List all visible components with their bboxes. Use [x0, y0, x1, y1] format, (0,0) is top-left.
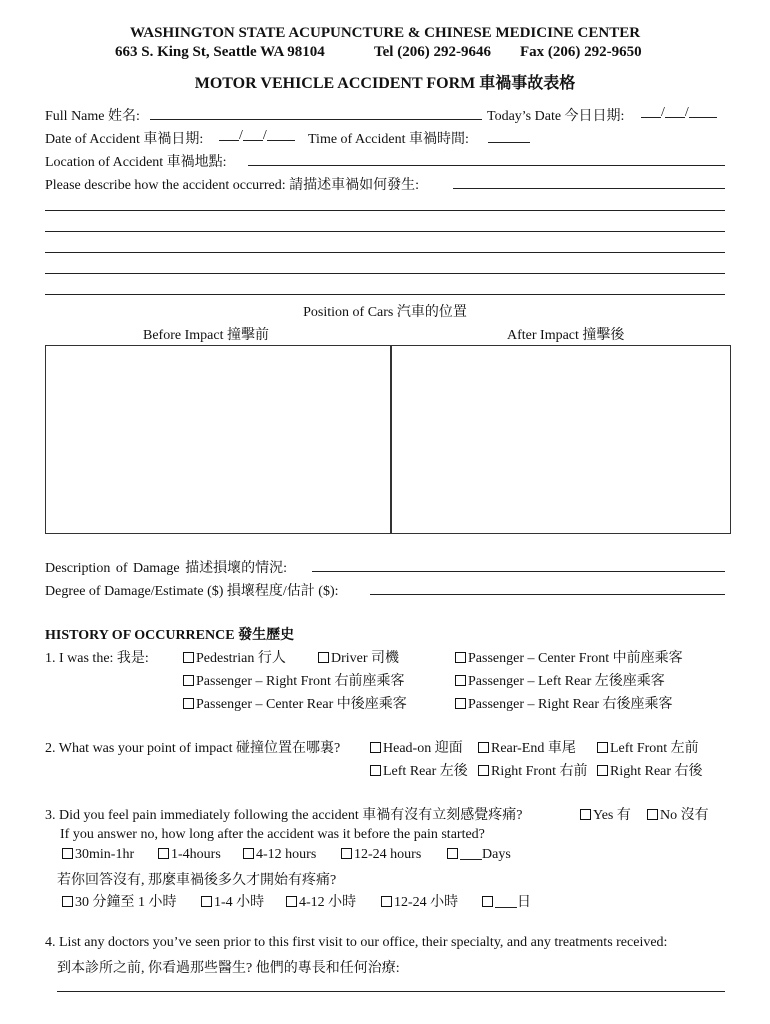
- days-blank[interactable]: [460, 847, 482, 860]
- q2-option-right-rear[interactable]: Right Rear 右後: [597, 760, 703, 780]
- q1-option-driver[interactable]: Driver 司機: [318, 647, 399, 667]
- todays-date-label: Today’s Date 今日日期:: [487, 109, 625, 124]
- q2-option-right-front[interactable]: Right Front 右前: [478, 760, 587, 780]
- q2-option-left-rear[interactable]: Left Rear 左後: [370, 760, 468, 780]
- describe-line[interactable]: [45, 252, 725, 253]
- describe-line[interactable]: [45, 231, 725, 232]
- q1-option-passenger-right-front[interactable]: Passenger – Right Front 右前座乘客: [183, 670, 404, 690]
- telephone: Tel (206) 292-9646: [374, 44, 491, 60]
- date-of-accident-field[interactable]: / /: [219, 128, 295, 144]
- date-of-accident-label: Date of Accident 車禍日期:: [45, 132, 204, 147]
- q2-option-rear-end[interactable]: Rear-End 車尾: [478, 737, 576, 757]
- checkbox-icon[interactable]: [62, 896, 73, 907]
- q3-zh-option-30min[interactable]: 30 分鐘至 1 小時: [62, 891, 177, 911]
- checkbox-icon[interactable]: [455, 652, 466, 663]
- describe-line[interactable]: [45, 273, 725, 274]
- checkbox-icon[interactable]: [597, 742, 608, 753]
- checkbox-icon[interactable]: [381, 896, 392, 907]
- checkbox-icon[interactable]: [455, 675, 466, 686]
- checkbox-icon[interactable]: [370, 742, 381, 753]
- days-blank[interactable]: [495, 895, 517, 908]
- q1-option-passenger-center-rear[interactable]: Passenger – Center Rear 中後座乘客: [183, 693, 407, 713]
- q1-label: 1. I was the: 我是:: [45, 651, 149, 666]
- damage-description-field[interactable]: [312, 571, 725, 572]
- q1-option-pedestrian[interactable]: Pedestrian 行人: [183, 647, 286, 667]
- checkbox-icon[interactable]: [286, 896, 297, 907]
- describe-field[interactable]: [453, 188, 725, 189]
- q4-label-en: 4. List any doctors you’ve seen prior to this first visit to our office, their specialty, and any treatments received:: [45, 935, 668, 950]
- q3-followup-en: If you answer no, how long after the accident was it before the pain started?: [60, 827, 485, 842]
- q3-en-option-30min[interactable]: 30min-1hr: [62, 847, 134, 863]
- checkbox-icon[interactable]: [647, 809, 658, 820]
- q3-zh-option-1-4[interactable]: 1-4 小時: [201, 891, 264, 911]
- checkbox-icon[interactable]: [597, 765, 608, 776]
- full-name-field[interactable]: [150, 119, 482, 120]
- checkbox-icon[interactable]: [455, 698, 466, 709]
- q3-followup-zh: 若你回答沒有, 那麼車禍後多久才開始有疼痛?: [57, 873, 337, 888]
- q4-answer-line[interactable]: [57, 991, 725, 992]
- address: 663 S. King St, Seattle WA 98104: [115, 44, 325, 60]
- q3-en-option-12-24hours[interactable]: 12-24 hours: [341, 847, 421, 863]
- q1-option-passenger-center-front[interactable]: Passenger – Center Front 中前座乘客: [455, 647, 683, 667]
- q4-label-zh: 到本診所之前, 你看過那些醫生? 他們的專長和任何治療:: [57, 961, 400, 976]
- describe-label: Please describe how the accident occurred: 請描述車禍如何發生:: [45, 178, 420, 193]
- checkbox-icon[interactable]: [158, 848, 169, 859]
- before-impact-label: Before Impact 撞擊前: [143, 328, 269, 343]
- checkbox-icon[interactable]: [447, 848, 458, 859]
- todays-date-field[interactable]: / /: [641, 105, 717, 121]
- position-of-cars-title: Position of Cars 汽車的位置: [303, 305, 467, 320]
- checkbox-icon[interactable]: [370, 765, 381, 776]
- describe-line[interactable]: [45, 294, 725, 295]
- checkbox-icon[interactable]: [482, 896, 493, 907]
- q3-zh-option-days[interactable]: 日: [482, 891, 531, 911]
- q3-option-yes[interactable]: Yes 有: [580, 804, 631, 824]
- q3-en-option-days[interactable]: Days: [447, 847, 511, 863]
- before-impact-drawing-area[interactable]: [45, 345, 392, 534]
- checkbox-icon[interactable]: [478, 742, 489, 753]
- checkbox-icon[interactable]: [62, 848, 73, 859]
- form-title: MOTOR VEHICLE ACCIDENT FORM 車禍事故表格: [194, 75, 576, 92]
- q3-zh-option-4-12[interactable]: 4-12 小時: [286, 891, 356, 911]
- damage-description-label: Description of Damage 描述損壞的情況:: [45, 561, 288, 576]
- q3-option-no[interactable]: No 沒有: [647, 804, 709, 824]
- q3-zh-option-12-24[interactable]: 12-24 小時: [381, 891, 458, 911]
- after-impact-label: After Impact 撞擊後: [507, 328, 625, 343]
- checkbox-icon[interactable]: [318, 652, 329, 663]
- checkbox-icon[interactable]: [201, 896, 212, 907]
- history-heading: HISTORY OF OCCURRENCE 發生歷史: [45, 628, 295, 643]
- checkbox-icon[interactable]: [183, 652, 194, 663]
- location-field[interactable]: [248, 165, 725, 166]
- checkbox-icon[interactable]: [243, 848, 254, 859]
- q3-en-option-4-12hours[interactable]: 4-12 hours: [243, 847, 316, 863]
- q1-option-passenger-right-rear[interactable]: Passenger – Right Rear 右後座乘客: [455, 693, 673, 713]
- damage-degree-label: Degree of Damage/Estimate ($) 損壞程度/估計 ($):: [45, 584, 339, 599]
- time-of-accident-label: Time of Accident 車禍時間:: [308, 132, 469, 147]
- checkbox-icon[interactable]: [183, 698, 194, 709]
- org-name: WASHINGTON STATE ACUPUNCTURE & CHINESE MEDICINE CENTER: [129, 25, 641, 41]
- time-of-accident-field[interactable]: [488, 142, 530, 143]
- q2-label: 2. What was your point of impact 碰撞位置在哪裏?: [45, 741, 341, 756]
- q1-option-passenger-left-rear[interactable]: Passenger – Left Rear 左後座乘客: [455, 670, 665, 690]
- q3-label: 3. Did you feel pain immediately following the accident 車禍有沒有立刻感覺疼痛?: [45, 808, 523, 823]
- checkbox-icon[interactable]: [478, 765, 489, 776]
- after-impact-drawing-area[interactable]: [390, 345, 731, 534]
- location-label: Location of Accident 車禍地點:: [45, 155, 227, 170]
- fax: Fax (206) 292-9650: [520, 44, 642, 60]
- checkbox-icon[interactable]: [341, 848, 352, 859]
- q3-en-option-1-4hours[interactable]: 1-4hours: [158, 847, 221, 863]
- full-name-label: Full Name 姓名:: [45, 109, 140, 124]
- checkbox-icon[interactable]: [183, 675, 194, 686]
- describe-line[interactable]: [45, 210, 725, 211]
- damage-degree-field[interactable]: [370, 594, 725, 595]
- checkbox-icon[interactable]: [580, 809, 591, 820]
- q2-option-head-on[interactable]: Head-on 迎面: [370, 737, 463, 757]
- q2-option-left-front[interactable]: Left Front 左前: [597, 737, 699, 757]
